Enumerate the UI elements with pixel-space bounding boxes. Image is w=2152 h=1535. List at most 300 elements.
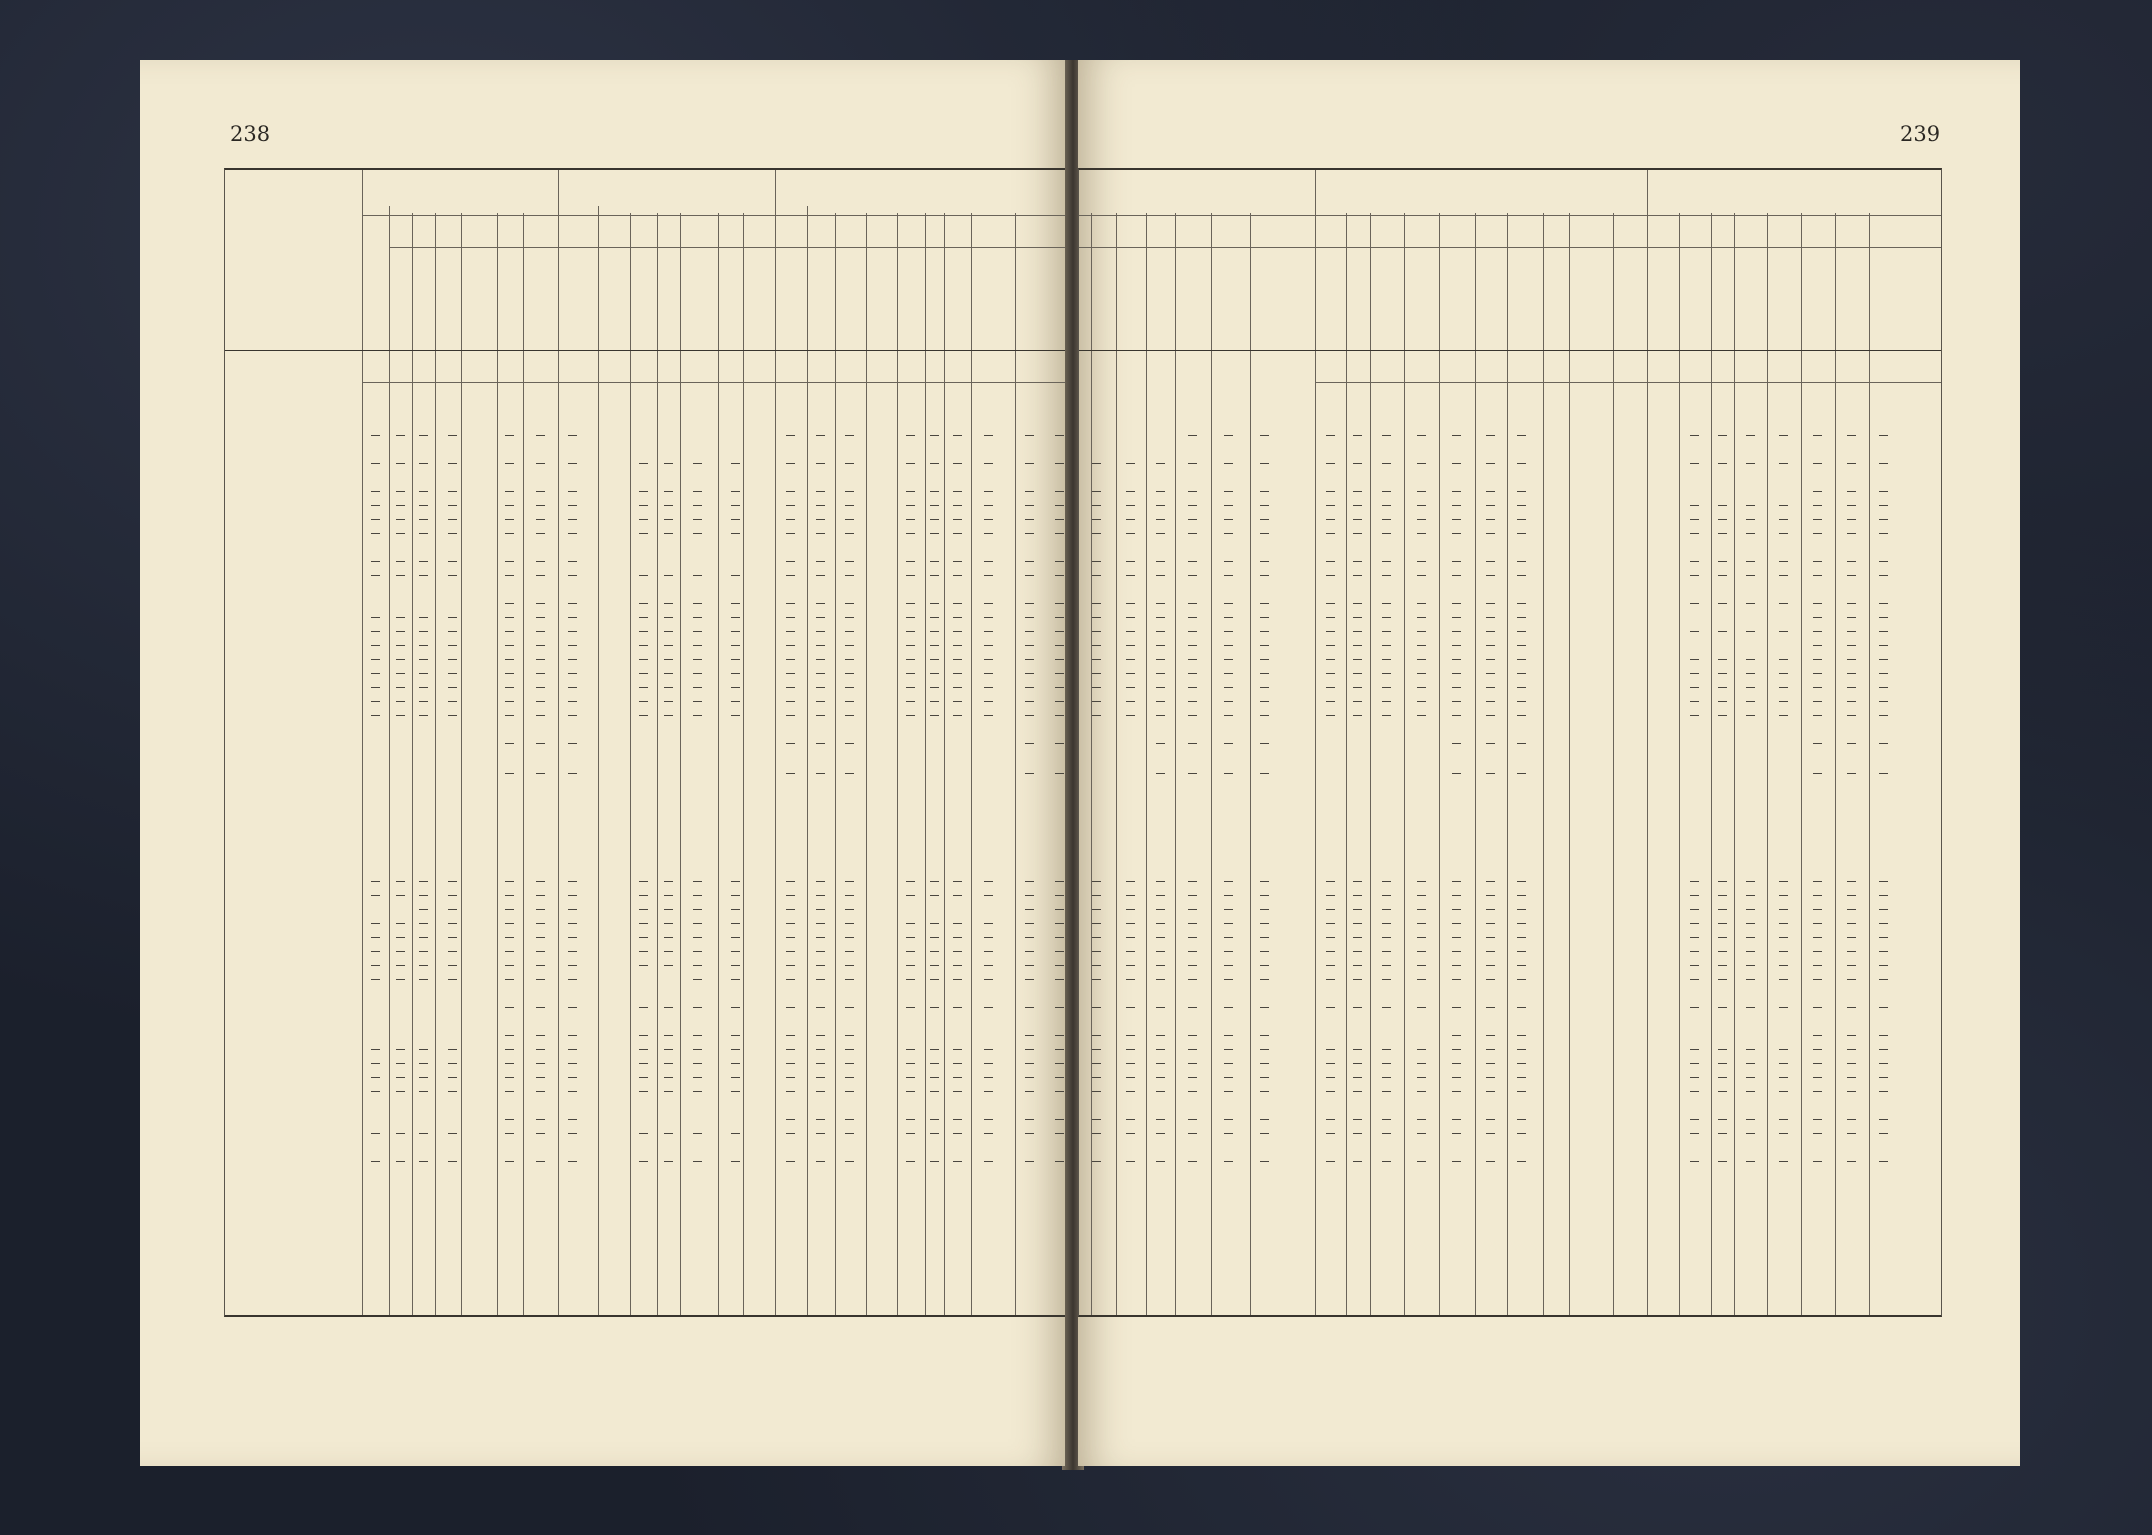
dash-mark (1224, 463, 1233, 464)
column-rule (1711, 213, 1712, 1315)
dash-mark (1517, 533, 1526, 534)
dash-mark (1055, 1091, 1064, 1092)
dash-mark (845, 603, 854, 604)
dash-mark (419, 937, 428, 938)
dash-mark (1260, 965, 1269, 966)
dash-mark (1260, 923, 1269, 924)
dash-mark (371, 895, 380, 896)
dash-mark (1718, 881, 1727, 882)
column-rule (1015, 213, 1016, 1315)
dash-mark (1156, 603, 1165, 604)
dash-mark (1055, 979, 1064, 980)
dash-mark (953, 1063, 962, 1064)
dash-mark (984, 603, 993, 604)
dash-mark (371, 979, 380, 980)
dash-mark (906, 715, 915, 716)
dash-mark (396, 923, 405, 924)
dash-mark (568, 1007, 577, 1008)
dash-mark (1188, 603, 1197, 604)
dash-mark (1879, 1049, 1888, 1050)
dash-mark (664, 1133, 673, 1134)
dash-mark (1417, 895, 1426, 896)
dash-mark (1718, 1007, 1727, 1008)
dash-mark (505, 533, 514, 534)
dash-mark (731, 909, 740, 910)
dash-mark (536, 1035, 545, 1036)
dash-mark (1055, 1077, 1064, 1078)
dash-mark (396, 715, 405, 716)
column-rule (1801, 213, 1802, 1315)
dash-mark (639, 1035, 648, 1036)
dash-mark (1718, 701, 1727, 702)
dash-mark (1055, 1063, 1064, 1064)
dash-mark (1025, 1119, 1034, 1120)
dash-mark (448, 519, 457, 520)
dash-mark (396, 701, 405, 702)
dash-mark (419, 881, 428, 882)
dash-mark (953, 435, 962, 436)
dash-mark (1813, 463, 1822, 464)
dash-mark (1417, 519, 1426, 520)
dash-mark (1879, 701, 1888, 702)
dash-mark (1055, 617, 1064, 618)
dash-mark (1382, 1007, 1391, 1008)
dash-mark (1452, 1091, 1461, 1092)
dash-mark (419, 1133, 428, 1134)
dash-mark (1452, 1035, 1461, 1036)
dash-mark (1188, 673, 1197, 674)
dash-mark (693, 491, 702, 492)
dash-mark (639, 1063, 648, 1064)
dash-mark (953, 1119, 962, 1120)
dash-mark (1486, 1035, 1495, 1036)
dash-mark (448, 965, 457, 966)
dash-mark (693, 909, 702, 910)
dash-mark (1746, 979, 1755, 980)
dash-mark (1879, 645, 1888, 646)
dash-mark (816, 773, 825, 774)
dash-mark (1879, 673, 1888, 674)
dash-mark (845, 659, 854, 660)
dash-mark (536, 881, 545, 882)
dash-mark (505, 1119, 514, 1120)
dash-mark (1879, 773, 1888, 774)
dash-mark (1188, 895, 1197, 896)
dash-mark (396, 491, 405, 492)
dash-mark (816, 881, 825, 882)
dash-mark (1156, 1049, 1165, 1050)
dash-mark (1188, 1161, 1197, 1162)
dash-mark (568, 505, 577, 506)
dash-mark (906, 979, 915, 980)
dash-mark (568, 673, 577, 674)
dash-mark (1879, 519, 1888, 520)
dash-mark (1224, 435, 1233, 436)
dash-mark (816, 645, 825, 646)
dash-mark (505, 645, 514, 646)
dash-mark (1847, 701, 1856, 702)
dash-mark (731, 937, 740, 938)
dash-mark (1126, 687, 1135, 688)
dash-mark (1055, 1133, 1064, 1134)
dash-mark (731, 1133, 740, 1134)
dash-mark (1847, 1007, 1856, 1008)
dash-mark (1156, 687, 1165, 688)
dash-mark (1326, 701, 1335, 702)
dash-mark (1718, 1077, 1727, 1078)
dash-mark (1126, 715, 1135, 716)
dash-mark (536, 895, 545, 896)
dash-mark (1156, 715, 1165, 716)
dash-mark (1452, 673, 1461, 674)
dash-mark (1092, 463, 1101, 464)
dash-mark (1779, 659, 1788, 660)
dash-mark (845, 1007, 854, 1008)
dash-mark (1382, 463, 1391, 464)
dash-mark (536, 965, 545, 966)
dash-mark (1746, 1077, 1755, 1078)
dash-mark (568, 561, 577, 562)
dash-mark (1092, 909, 1101, 910)
dash-mark (1025, 773, 1034, 774)
dash-mark (1260, 575, 1269, 576)
dash-mark (639, 603, 648, 604)
dash-mark (906, 1119, 915, 1120)
dash-mark (1779, 1161, 1788, 1162)
dash-mark (1025, 673, 1034, 674)
dash-mark (906, 491, 915, 492)
dash-mark (1879, 687, 1888, 688)
dash-mark (419, 1063, 428, 1064)
dash-mark (1188, 1049, 1197, 1050)
dash-mark (1517, 773, 1526, 774)
dash-mark (984, 923, 993, 924)
dash-mark (1025, 1049, 1034, 1050)
dash-mark (1879, 923, 1888, 924)
dash-mark (816, 1119, 825, 1120)
dash-mark (1879, 965, 1888, 966)
dash-mark (371, 715, 380, 716)
dash-mark (1879, 533, 1888, 534)
dash-mark (906, 1063, 915, 1064)
dash-mark (505, 979, 514, 980)
dash-mark (1452, 505, 1461, 506)
dash-mark (1486, 603, 1495, 604)
dash-mark (1025, 909, 1034, 910)
dash-mark (1353, 1091, 1362, 1092)
dash-mark (786, 617, 795, 618)
dash-mark (930, 491, 939, 492)
dash-mark (568, 895, 577, 896)
dash-mark (536, 673, 545, 674)
dash-mark (1326, 631, 1335, 632)
dash-mark (1452, 951, 1461, 952)
dash-mark (1126, 645, 1135, 646)
dash-mark (1718, 603, 1727, 604)
header-rule (1079, 215, 1941, 216)
dash-mark (1718, 951, 1727, 952)
dash-mark (1382, 687, 1391, 688)
dash-mark (371, 1049, 380, 1050)
dash-mark (930, 1091, 939, 1092)
dash-mark (1486, 743, 1495, 744)
dash-mark (693, 659, 702, 660)
dash-mark (1055, 575, 1064, 576)
dash-mark (1879, 743, 1888, 744)
dash-mark (419, 491, 428, 492)
dash-mark (1779, 631, 1788, 632)
dash-mark (1417, 1077, 1426, 1078)
dash-mark (1092, 923, 1101, 924)
dash-mark (1156, 1133, 1165, 1134)
dash-mark (396, 463, 405, 464)
dash-mark (816, 463, 825, 464)
dash-mark (1813, 1077, 1822, 1078)
dash-mark (1779, 435, 1788, 436)
dash-mark (693, 631, 702, 632)
dash-mark (816, 965, 825, 966)
dash-mark (419, 673, 428, 674)
dash-mark (816, 1007, 825, 1008)
dash-mark (786, 923, 795, 924)
dash-mark (1847, 937, 1856, 938)
dash-mark (1718, 909, 1727, 910)
dash-mark (845, 715, 854, 716)
column-rule (1569, 213, 1570, 1315)
table-right (1078, 168, 1942, 1317)
dash-mark (1260, 435, 1269, 436)
dash-mark (1224, 631, 1233, 632)
left-page (140, 60, 1065, 1466)
dash-mark (639, 463, 648, 464)
dash-mark (1260, 463, 1269, 464)
dash-mark (1382, 895, 1391, 896)
dash-mark (1055, 659, 1064, 660)
dash-mark (505, 617, 514, 618)
dash-mark (845, 617, 854, 618)
dash-mark (419, 965, 428, 966)
dash-mark (1326, 533, 1335, 534)
column-rule (897, 213, 898, 1315)
dash-mark (1452, 715, 1461, 716)
dash-mark (1879, 909, 1888, 910)
dash-mark (693, 1077, 702, 1078)
dash-mark (906, 1091, 915, 1092)
dash-mark (1517, 505, 1526, 506)
dash-mark (1224, 491, 1233, 492)
dash-mark (906, 673, 915, 674)
dash-mark (786, 463, 795, 464)
dash-mark (1879, 895, 1888, 896)
dash-mark (1452, 1049, 1461, 1050)
dash-mark (396, 645, 405, 646)
dash-mark (1224, 1119, 1233, 1120)
dash-mark (568, 1161, 577, 1162)
dash-mark (953, 1007, 962, 1008)
dash-mark (1092, 1049, 1101, 1050)
dash-mark (731, 1091, 740, 1092)
dash-mark (1025, 603, 1034, 604)
dash-mark (419, 951, 428, 952)
dash-mark (1224, 645, 1233, 646)
dash-mark (906, 561, 915, 562)
dash-mark (664, 1077, 673, 1078)
dash-mark (639, 937, 648, 938)
dash-mark (930, 1063, 939, 1064)
dash-mark (1486, 909, 1495, 910)
dash-mark (930, 1007, 939, 1008)
dash-mark (1126, 673, 1135, 674)
dash-mark (1718, 923, 1727, 924)
dash-mark (1055, 1007, 1064, 1008)
dash-mark (664, 715, 673, 716)
dash-mark (1879, 575, 1888, 576)
dash-mark (1260, 1049, 1269, 1050)
dash-mark (953, 673, 962, 674)
column-rule (1869, 213, 1870, 1315)
dash-mark (930, 603, 939, 604)
dash-mark (1156, 617, 1165, 618)
dash-mark (1260, 1007, 1269, 1008)
column-rule (497, 213, 498, 1315)
dash-mark (816, 1133, 825, 1134)
dash-mark (1813, 673, 1822, 674)
dash-mark (1847, 881, 1856, 882)
dash-mark (1879, 1063, 1888, 1064)
dash-mark (693, 1161, 702, 1162)
dash-mark (845, 1133, 854, 1134)
dash-mark (1025, 923, 1034, 924)
dash-mark (1092, 1063, 1101, 1064)
dash-mark (1326, 491, 1335, 492)
dash-mark (1517, 979, 1526, 980)
dash-mark (1224, 881, 1233, 882)
dash-mark (1260, 603, 1269, 604)
dash-mark (953, 923, 962, 924)
dash-mark (1813, 1049, 1822, 1050)
dash-mark (664, 1007, 673, 1008)
dash-mark (536, 533, 545, 534)
dash-mark (1188, 715, 1197, 716)
dash-mark (1055, 505, 1064, 506)
dash-mark (1126, 561, 1135, 562)
dash-mark (1417, 687, 1426, 688)
dash-mark (1879, 1007, 1888, 1008)
dash-mark (1417, 1119, 1426, 1120)
dash-mark (1025, 659, 1034, 660)
dash-mark (731, 463, 740, 464)
dash-mark (1452, 1133, 1461, 1134)
column-rule (1146, 213, 1147, 1315)
dash-mark (1260, 773, 1269, 774)
dash-mark (419, 1077, 428, 1078)
dash-mark (984, 965, 993, 966)
dash-mark (1746, 923, 1755, 924)
dash-mark (1260, 1161, 1269, 1162)
dash-mark (1260, 645, 1269, 646)
dash-mark (1879, 881, 1888, 882)
dash-mark (568, 617, 577, 618)
dash-mark (1353, 1007, 1362, 1008)
dash-mark (1486, 491, 1495, 492)
dash-mark (505, 1091, 514, 1092)
dash-mark (1353, 1161, 1362, 1162)
dash-mark (1382, 673, 1391, 674)
dash-mark (786, 659, 795, 660)
dash-mark (906, 1077, 915, 1078)
dash-mark (1188, 519, 1197, 520)
column-rule (1370, 213, 1371, 1315)
dash-mark (731, 1007, 740, 1008)
dash-mark (1260, 909, 1269, 910)
dash-mark (1879, 435, 1888, 436)
dash-mark (731, 491, 740, 492)
dash-mark (984, 1133, 993, 1134)
dash-mark (568, 773, 577, 774)
column-rule (1475, 213, 1476, 1315)
dash-mark (1353, 435, 1362, 436)
dash-mark (448, 463, 457, 464)
dash-mark (1847, 561, 1856, 562)
dash-mark (1813, 561, 1822, 562)
column-rule (1647, 170, 1648, 1315)
dash-mark (1126, 1063, 1135, 1064)
dash-mark (845, 645, 854, 646)
dash-mark (1092, 673, 1101, 674)
dash-mark (371, 519, 380, 520)
dash-mark (1156, 659, 1165, 660)
dash-mark (693, 603, 702, 604)
dash-mark (1260, 505, 1269, 506)
dash-mark (1452, 659, 1461, 660)
dash-mark (930, 1133, 939, 1134)
dash-mark (731, 881, 740, 882)
dash-mark (536, 773, 545, 774)
header-rule (1079, 247, 1941, 248)
dash-mark (1224, 909, 1233, 910)
dash-mark (1224, 561, 1233, 562)
dash-mark (1746, 673, 1755, 674)
dash-mark (639, 1091, 648, 1092)
dash-mark (1092, 687, 1101, 688)
dash-mark (1092, 951, 1101, 952)
dash-mark (1813, 951, 1822, 952)
dash-mark (1690, 603, 1699, 604)
dash-mark (396, 1161, 405, 1162)
dash-mark (448, 1161, 457, 1162)
dash-mark (664, 1161, 673, 1162)
dash-mark (1326, 937, 1335, 938)
dash-mark (693, 533, 702, 534)
dash-mark (1813, 1161, 1822, 1162)
dash-mark (1055, 895, 1064, 896)
dash-mark (731, 1161, 740, 1162)
column-rule (1315, 170, 1316, 1315)
dash-mark (505, 631, 514, 632)
dash-mark (371, 533, 380, 534)
column-rule (389, 206, 390, 1315)
dash-mark (930, 435, 939, 436)
dash-mark (1417, 435, 1426, 436)
dash-mark (1382, 603, 1391, 604)
dash-mark (845, 909, 854, 910)
dash-mark (1188, 491, 1197, 492)
dash-mark (786, 1049, 795, 1050)
dash-mark (1224, 617, 1233, 618)
dash-mark (1813, 715, 1822, 716)
dash-mark (1382, 631, 1391, 632)
dash-mark (693, 463, 702, 464)
